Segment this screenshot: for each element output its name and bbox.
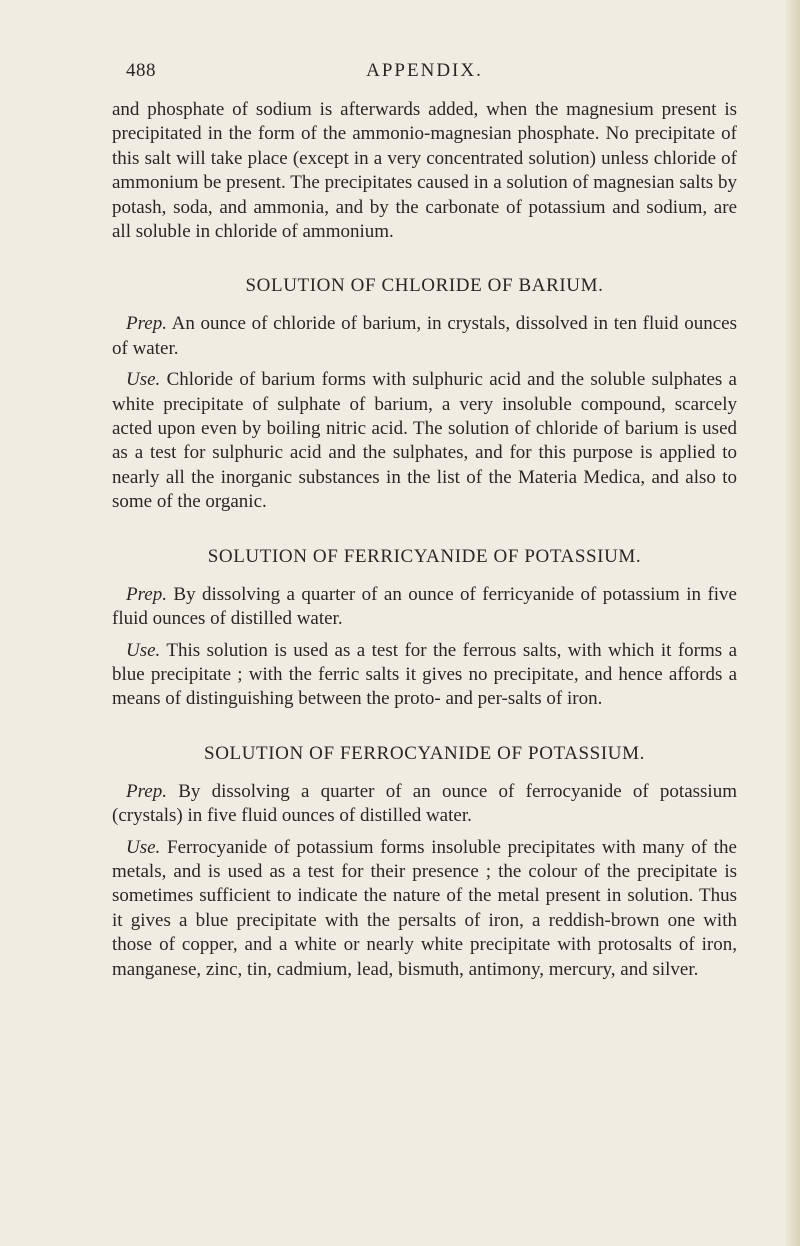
use-paragraph-ferricyanide (112, 639, 737, 712)
section-heading-barium: SOLUTION OF CHLORIDE OF BARIUM. (245, 275, 604, 297)
use-label: Use. (126, 836, 161, 858)
prep-paragraph-ferrocyanide (112, 780, 737, 829)
intro-paragraph: and phosphate of sodium is afterwards added, when the magnesium present is precipitated in the form of the ammonio-magnesian phosphate. No precipitate of this salt will take place (except in a very concentrated solution) unless chloride of ammonium be present. The precipitates caused in a solution of magnesian salts by potash, soda, and ammonia, and by the carbonate of potassium and sodium, are all soluble in chloride of ammonium. (112, 99, 737, 243)
prep-paragraph-ferricyanide (112, 583, 737, 632)
use-text: This solution is used as a test for the ferrous salts, with which it forms a blue precipitate ; with the ferric salts it gives no precipitate, and hence affords a means of distinguishing between the proto- and per-salts of iron. (112, 639, 737, 710)
use-label: Use. (126, 369, 161, 391)
use-label: Use. (126, 639, 161, 661)
running-head-title: APPENDIX. (366, 60, 483, 81)
section-heading-ferrocyanide: SOLUTION OF FERROCYANIDE OF POTASSIUM. (204, 742, 645, 764)
section-heading-ferricyanide: SOLUTION OF FERRICYANIDE OF POTASSIUM. (207, 545, 642, 567)
prep-label: Prep. (126, 313, 167, 335)
running-head (112, 60, 737, 90)
page-number: 488 (126, 60, 156, 81)
use-paragraph-barium (112, 368, 737, 514)
use-text: Chloride of barium forms with sulphuric acid and the soluble sulphates a white precipitate of sulphate of barium, a very insoluble compound, scarcely acted upon even by boiling nitric acid. The solution of chloride of barium is used as a test for sulphuric acid and the sulphates, and for this purpose is applied to nearly all the inorganic substances in the list of the Materia Medica, and also to some of the organic. (112, 369, 737, 513)
prep-text: By dissolving a quarter of an ounce of ferrocyanide of potassium (crystals) in five fluid ounces of distilled water. (112, 780, 737, 827)
prep-text: An ounce of chloride of barium, in crystals, dissolved in ten fluid ounces of water. (112, 313, 737, 359)
page-edge-shadow (786, 0, 800, 1246)
book-page (112, 60, 737, 982)
prep-label: Prep. (126, 780, 167, 802)
prep-text: By dissolving a quarter of an ounce of ferricyanide of potassium in five fluid ounces of distilled water. (112, 583, 737, 630)
prep-label: Prep. (126, 583, 167, 605)
use-text: Ferrocyanide of potassium forms insoluble precipitates with many of the metals, and is used as a test for their presence ; the colour of the precipitate is sometimes sufficient to indicate the nature of the metal present in solution. Thus it gives a blue precipitate with the persalts of iron, a reddish-brown one with those of copper, and a white or nearly white precipitate with protosalts of iron, manganese, zinc, tin, cadmium, lead, bismuth, antimony, mercury, and silver. (112, 836, 737, 980)
use-paragraph-ferrocyanide (112, 836, 737, 982)
prep-paragraph-barium (112, 312, 737, 361)
